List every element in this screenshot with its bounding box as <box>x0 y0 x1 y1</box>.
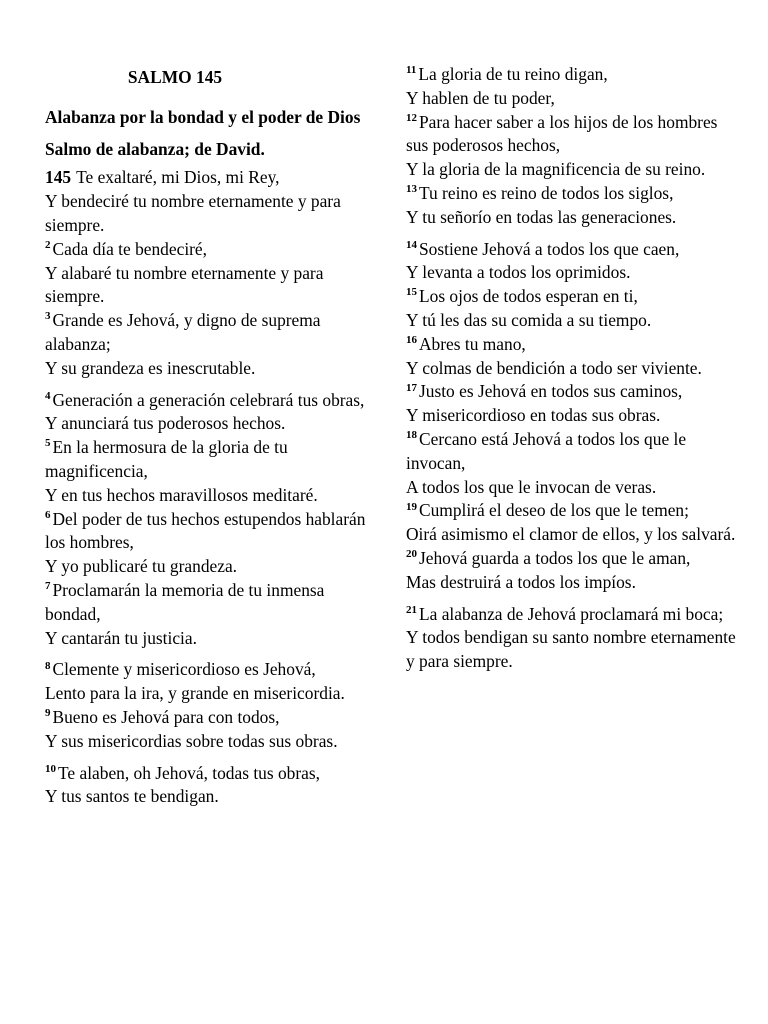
psalm-attribution: Salmo de alabanza; de David. <box>45 138 265 159</box>
verse-2 <box>45 238 375 309</box>
stanza-7 <box>406 603 736 674</box>
verse-line: Y cantarán tu justicia. <box>45 627 197 648</box>
verse-line: A todos los que le invocan de veras. <box>406 476 657 497</box>
verse-line: Bueno es Jehová para con todos, <box>52 706 280 727</box>
verse-number: 5 <box>45 437 51 450</box>
verse-line: La alabanza de Jehová proclamará mi boca; <box>419 603 724 624</box>
verse-line: Y hablen de tu poder, <box>406 87 555 108</box>
verse-line: Y la gloria de la magnificencia de su reino. <box>406 159 706 180</box>
verse-line: Y sus misericordias sobre todas sus obras. <box>45 730 338 751</box>
verse-line: Y tus santos te bendigan. <box>45 786 219 807</box>
verse-6 <box>45 508 375 579</box>
verse-line: Tu reino es reino de todos los siglos, <box>419 182 674 203</box>
stanza-3 <box>45 658 375 753</box>
verse-number: 19 <box>406 500 417 513</box>
verse-line: Proclamarán la memoria de tu inmensa bondad, <box>45 579 325 624</box>
verse-16 <box>406 333 736 381</box>
verse-7 <box>45 579 375 650</box>
verse-line: Te exaltaré, mi Dios, mi Rey, <box>76 167 280 188</box>
verse-line: Y levanta a todos los oprimidos. <box>406 262 631 283</box>
verse-line: En la hermosura de la gloria de tu magnificencia, <box>45 437 288 481</box>
verse-line: Y colmas de bendición a todo ser viviente. <box>406 357 702 378</box>
verse-line: Justo es Jehová en todos sus caminos, <box>419 381 683 402</box>
verse-20 <box>406 547 736 595</box>
verse-number: 2 <box>45 238 51 251</box>
verse-10 <box>45 762 375 810</box>
verse-line: Cercano está Jehová a todos los que le invocan, <box>406 428 687 473</box>
verse-line: Abres tu mano, <box>419 333 526 354</box>
verse-line: Cumplirá el deseo de los que le temen; <box>419 500 689 521</box>
verse-number: 3 <box>45 310 51 323</box>
verse-line: Sostiene Jehová a todos los que caen, <box>419 238 680 259</box>
verse-15 <box>406 285 736 333</box>
verse-number: 145 <box>45 167 72 188</box>
verse-14 <box>406 238 736 286</box>
verse-9 <box>45 706 375 754</box>
verse-line: Mas destruirá a todos los impíos. <box>406 571 636 592</box>
verse-line: Los ojos de todos esperan en ti, <box>419 286 638 307</box>
verse-line: Y misericordioso en todas sus obras. <box>406 405 661 426</box>
verse-12 <box>406 111 736 182</box>
verse-number: 10 <box>45 762 56 775</box>
verse-number: 18 <box>406 429 417 442</box>
verse-line: Cada día te bendeciré, <box>52 238 208 259</box>
verse-4 <box>45 389 375 437</box>
verse-number: 15 <box>406 286 417 299</box>
verse-line: Y todos bendigan su santo nombre eternamente y para siempre. <box>406 627 736 672</box>
verse-line: Generación a generación celebrará tus obras, <box>52 389 365 410</box>
verse-line: Grande es Jehová, y digno de suprema alabanza; <box>45 310 321 354</box>
verse-number: 6 <box>45 508 51 521</box>
right-column <box>406 0 736 682</box>
verse-number: 8 <box>45 659 51 672</box>
verse-line: Y su grandeza es inescrutable. <box>45 357 256 378</box>
document-subtitle: Alabanza por la bondad y el poder de Dios <box>45 106 361 127</box>
verse-number: 13 <box>406 183 417 196</box>
verse-number: 20 <box>406 548 417 561</box>
verse-number: 16 <box>406 333 417 346</box>
verse-line: Oirá asimismo el clamor de ellos, y los salvará. <box>406 524 736 545</box>
verse-line: Lento para la ira, y grande en misericordia. <box>45 683 345 704</box>
verse-line: Te alaben, oh Jehová, todas tus obras, <box>58 762 320 783</box>
stanza-4 <box>45 762 375 810</box>
stanza-2 <box>45 389 375 651</box>
verse-number: 21 <box>406 603 417 616</box>
verse-number: 11 <box>406 64 417 77</box>
verse-line: Y alabaré tu nombre eternamente y para siempre. <box>45 262 324 307</box>
verse-number: 12 <box>406 111 417 124</box>
verse-8 <box>45 658 375 706</box>
stanza-5 <box>406 63 736 230</box>
stanza-1 <box>45 166 375 380</box>
verse-18 <box>406 428 736 499</box>
verse-line: Y tu señorío en todas las generaciones. <box>406 206 677 227</box>
verse-number: 7 <box>45 580 51 593</box>
verse-line: Y en tus hechos maravillosos meditaré. <box>45 484 318 505</box>
document-title: SALMO 145 <box>127 67 223 87</box>
verse-number: 14 <box>406 238 417 251</box>
verse-21 <box>406 603 736 674</box>
verse-line: Y bendeciré tu nombre eternamente y para siempre. <box>45 191 341 235</box>
verse-line: Y yo publicaré tu grandeza. <box>45 556 238 577</box>
verse-19 <box>406 499 736 547</box>
verse-line: La gloria de tu reino digan, <box>418 64 608 84</box>
verse-line: Jehová guarda a todos los que le aman, <box>419 547 691 568</box>
verse-line: Del poder de tus hechos estupendos hablarán los hombres, <box>45 508 366 553</box>
verse-number: 9 <box>45 707 51 720</box>
verse-13 <box>406 182 736 230</box>
verse-5 <box>45 436 375 507</box>
verse-3 <box>45 309 375 380</box>
verse-number: 4 <box>45 389 51 402</box>
verse-line: Y anunciará tus poderosos hechos. <box>45 413 286 434</box>
verse-line: Para hacer saber a los hijos de los hombres sus poderosos hechos, <box>406 111 718 156</box>
left-column <box>45 0 375 817</box>
verse-11 <box>406 63 736 111</box>
verse-line: Y tú les das su comida a su tiempo. <box>406 309 652 330</box>
verse-145-1 <box>45 166 375 237</box>
verse-number: 17 <box>406 381 417 394</box>
verse-line: Clemente y misericordioso es Jehová, <box>52 659 316 680</box>
stanza-6 <box>406 238 736 595</box>
verse-17 <box>406 380 736 428</box>
